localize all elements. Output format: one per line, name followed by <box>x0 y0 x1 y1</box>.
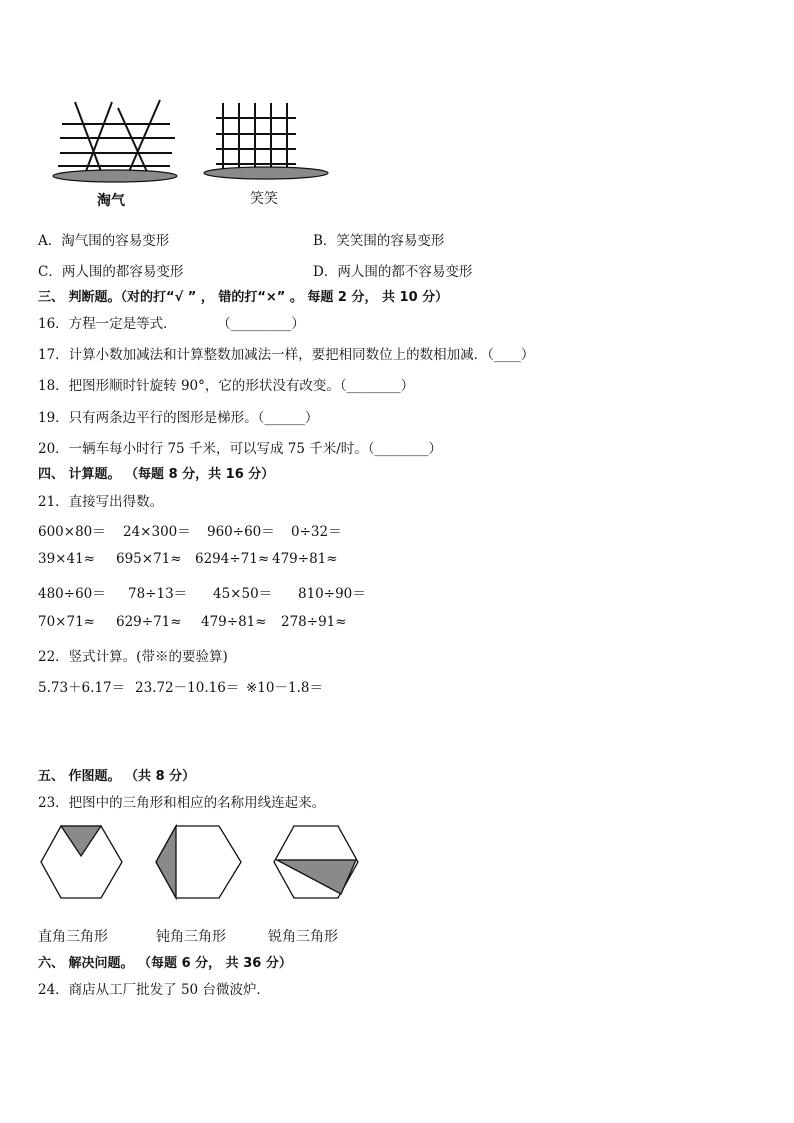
section6-heading: 六、 解决问题。 （每题 6 分， 共 36 分） <box>38 956 292 971</box>
hexagon-right-triangle <box>41 826 122 898</box>
calc-item: 480÷60＝ <box>38 586 106 602</box>
question-20: 20．一辆车每小时行 75 千米，可以写成 75 千米/时。（________） <box>38 441 442 457</box>
section5-heading: 五、 作图题。 （共 8 分） <box>38 769 196 784</box>
hexagon-triangles <box>36 822 366 902</box>
calc-item: 479÷81≈ <box>201 614 267 630</box>
question-21: 21．直接写出得数。 <box>38 494 164 510</box>
calc-item: 278÷91≈ <box>281 614 347 630</box>
hexagon-acute-triangle <box>274 826 358 898</box>
vertical-calc-item: ※10－1.8＝ <box>246 680 323 696</box>
section3-heading: 三、 判断题。（对的打“√ ” ， 错的打“×” 。 每题 2 分， 共 10 分） <box>38 290 449 305</box>
vertical-calc-item: 23.72－10.16＝ <box>135 680 240 696</box>
calc-item: 70×71≈ <box>38 614 95 630</box>
vertical-calc-item: 5.73＋6.17＝ <box>38 680 126 696</box>
left-fence-ground <box>53 170 177 182</box>
calc-item: 24×300＝ <box>123 524 191 540</box>
right-fence-drawing <box>216 103 296 170</box>
calc-item: 810÷90＝ <box>298 586 366 602</box>
calc-item: 695×71≈ <box>116 551 182 567</box>
right-fence-caption: 笑笑 <box>250 191 278 207</box>
calc-item: 479÷81≈ <box>272 551 338 567</box>
option-c: C．两人围的都容易变形 <box>38 264 184 280</box>
fence-figures <box>40 96 360 211</box>
calc-item: 39×41≈ <box>38 551 95 567</box>
option-d: D．两人围的都不容易变形 <box>313 264 473 280</box>
calc-item: 600×80＝ <box>38 524 106 540</box>
question-22: 22．竖式计算。(带※的要验算) <box>38 649 228 665</box>
right-fence-ground <box>204 167 328 179</box>
left-fence-caption: 淘气 <box>97 193 125 209</box>
calc-item: 629÷71≈ <box>116 614 182 630</box>
calc-item: 78÷13＝ <box>128 586 188 602</box>
calc-item: 45×50＝ <box>213 586 273 602</box>
question-16: 16．方程一定是等式． （_________） <box>38 316 305 332</box>
calc-item: 960÷60＝ <box>207 524 275 540</box>
question-23: 23．把图中的三角形和相应的名称用线连起来。 <box>38 795 326 811</box>
hexagon-obtuse-triangle <box>156 826 241 898</box>
option-b: B．笑笑围的容易变形 <box>313 233 445 249</box>
left-fence-drawing <box>58 100 175 174</box>
option-a: A．淘气围的容易变形 <box>38 233 170 249</box>
calc-item: 0÷32＝ <box>291 524 342 540</box>
calc-item: 6294÷71≈ <box>195 551 270 567</box>
label-right-triangle: 直角三角形 <box>38 929 108 945</box>
question-17: 17．计算小数加减法和计算整数加减法一样，要把相同数位上的数相加减．（____） <box>38 347 535 363</box>
label-obtuse-triangle: 钝角三角形 <box>156 929 226 945</box>
question-19: 19．只有两条边平行的图形是梯形。（______） <box>38 410 319 426</box>
label-acute-triangle: 锐角三角形 <box>268 929 338 945</box>
section4-heading: 四、 计算题。 （每题 8 分，共 16 分） <box>38 467 275 482</box>
question-18: 18．把图形顺时针旋转 90°，它的形状没有改变。（________） <box>38 378 415 394</box>
question-24: 24．商店从工厂批发了 50 台微波炉． <box>38 982 270 998</box>
